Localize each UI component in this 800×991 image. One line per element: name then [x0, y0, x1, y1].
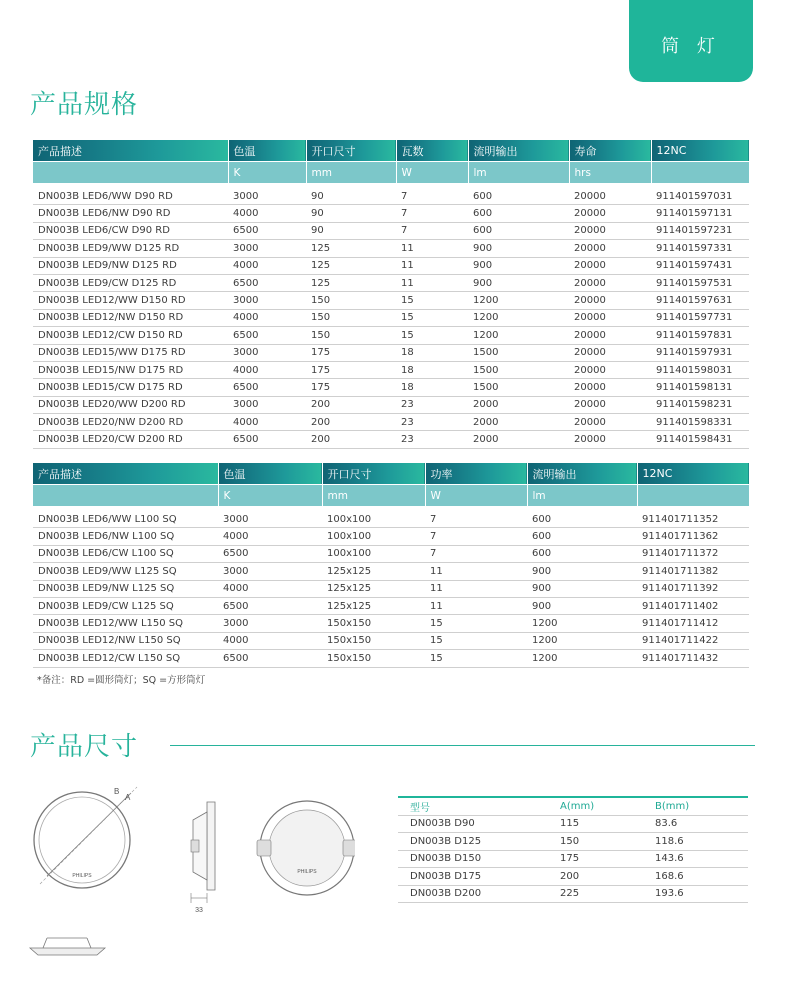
table-cell: 4000 — [228, 361, 306, 378]
spec-table-round — [33, 140, 750, 449]
table-cell: 911401711412 — [637, 615, 749, 632]
table-cell: 150x150 — [322, 615, 425, 632]
table-row — [33, 222, 749, 239]
table-cell: 150x150 — [322, 650, 425, 667]
dims-header-row — [398, 797, 748, 815]
table-cell: 143.6 — [643, 850, 748, 868]
table-cell: 20000 — [569, 431, 651, 448]
table-cell: 900 — [468, 274, 569, 291]
table-cell: 911401711422 — [637, 632, 749, 649]
table-row — [33, 274, 749, 291]
table-cell: 11 — [396, 257, 468, 274]
table-row — [398, 850, 748, 868]
column-unit: W — [396, 162, 468, 184]
table-cell: DN003B LED6/NW L100 SQ — [33, 528, 218, 545]
column-header: 瓦数 — [396, 140, 468, 162]
table-row — [33, 327, 749, 344]
column-unit — [33, 485, 218, 507]
table-cell: 7 — [396, 222, 468, 239]
table-cell: 3000 — [218, 615, 322, 632]
table-cell: 911401598431 — [651, 431, 749, 448]
table-cell: 4000 — [218, 528, 322, 545]
table-cell: 6500 — [218, 597, 322, 614]
footnote: *备注：RD =圆形筒灯；SQ =方形筒灯 — [37, 675, 206, 686]
table-row — [33, 632, 749, 649]
table-row — [33, 545, 749, 562]
column-header: 12NC — [651, 140, 749, 162]
table-cell: 90 — [306, 205, 396, 222]
table-cell: 175 — [548, 850, 643, 868]
column-unit: W — [425, 485, 527, 507]
table-cell: 193.6 — [643, 885, 748, 903]
table-cell: 911401597831 — [651, 327, 749, 344]
table-cell: 6500 — [228, 274, 306, 291]
table-cell: 11 — [425, 597, 527, 614]
table-cell: DN003B LED20/NW D200 RD — [33, 414, 228, 431]
table-cell: 150 — [306, 327, 396, 344]
table-row — [33, 563, 749, 580]
column-unit: mm — [306, 162, 396, 184]
table-cell: 600 — [468, 188, 569, 205]
side-view-drawing — [191, 802, 215, 914]
front-view-drawing — [34, 787, 137, 888]
column-unit: K — [228, 162, 306, 184]
table-cell: 175 — [306, 344, 396, 361]
table-cell: 225 — [548, 885, 643, 903]
table-row — [33, 511, 749, 528]
table-cell: 911401598031 — [651, 361, 749, 378]
table-row — [33, 309, 749, 326]
table-cell: 20000 — [569, 292, 651, 309]
table-cell: 1200 — [468, 292, 569, 309]
table-cell: 4000 — [228, 309, 306, 326]
table-cell: 118.6 — [643, 833, 748, 851]
table-cell: DN003B LED12/WW D150 RD — [33, 292, 228, 309]
table-cell: 900 — [468, 257, 569, 274]
dim-label-a: A — [125, 793, 131, 802]
table-cell: 6500 — [228, 431, 306, 448]
table-cell: 15 — [425, 615, 527, 632]
table-row — [33, 431, 749, 448]
table-row — [33, 379, 749, 396]
column-header: 开口尺寸 — [306, 140, 396, 162]
table-cell: 600 — [527, 545, 637, 562]
table-cell: 6500 — [228, 222, 306, 239]
table-cell: DN003B LED12/CW D150 RD — [33, 327, 228, 344]
depth-label: 33 — [195, 907, 203, 914]
table-cell: 3000 — [218, 511, 322, 528]
table-cell: 3000 — [228, 344, 306, 361]
table-unit-row — [33, 162, 749, 184]
table-cell: DN003B LED9/CW D125 RD — [33, 274, 228, 291]
table-cell: 911401597031 — [651, 188, 749, 205]
table-cell: 100x100 — [322, 511, 425, 528]
table-cell: DN003B LED15/NW D175 RD — [33, 361, 228, 378]
table-cell: 3000 — [228, 396, 306, 413]
table-cell: 911401597631 — [651, 292, 749, 309]
table-cell: 15 — [425, 632, 527, 649]
table-header-row — [33, 140, 749, 162]
table-cell: 911401597731 — [651, 309, 749, 326]
table-row — [33, 650, 749, 667]
table-cell: 11 — [396, 240, 468, 257]
column-header: 12NC — [637, 463, 749, 485]
table-cell: 911401598331 — [651, 414, 749, 431]
table-cell: 20000 — [569, 240, 651, 257]
table-cell: DN003B LED9/CW L125 SQ — [33, 597, 218, 614]
section-divider — [170, 745, 755, 746]
table-cell: 911401597131 — [651, 205, 749, 222]
table-cell: 23 — [396, 431, 468, 448]
table-cell: 3000 — [228, 292, 306, 309]
table-row — [33, 615, 749, 632]
column-unit — [651, 162, 749, 184]
table-cell: 150x150 — [322, 632, 425, 649]
table-cell: 911401711382 — [637, 563, 749, 580]
table-cell: 1200 — [527, 650, 637, 667]
table-cell: 150 — [306, 292, 396, 309]
table-row — [33, 580, 749, 597]
table-cell: 23 — [396, 414, 468, 431]
table-cell: 1500 — [468, 344, 569, 361]
table-cell: 125x125 — [322, 563, 425, 580]
table-cell: 20000 — [569, 222, 651, 239]
table-cell: 7 — [425, 511, 527, 528]
table-cell: 900 — [527, 563, 637, 580]
table-cell: 90 — [306, 188, 396, 205]
column-header: 流明输出 — [468, 140, 569, 162]
column-unit — [637, 485, 749, 507]
table-cell: DN003B LED20/CW D200 RD — [33, 431, 228, 448]
front-brand-logo: PHILIPS — [72, 873, 92, 879]
table-cell: 911401711362 — [637, 528, 749, 545]
table-cell: 1200 — [468, 327, 569, 344]
table-cell: 4000 — [228, 257, 306, 274]
table-cell: 911401711432 — [637, 650, 749, 667]
column-unit: lm — [468, 162, 569, 184]
table-row — [33, 188, 749, 205]
table-cell: 11 — [425, 563, 527, 580]
table-cell: 600 — [468, 222, 569, 239]
table-cell: 20000 — [569, 327, 651, 344]
column-unit: hrs — [569, 162, 651, 184]
table-cell: 1200 — [527, 615, 637, 632]
table-cell: DN003B LED6/CW L100 SQ — [33, 545, 218, 562]
table-cell: 18 — [396, 361, 468, 378]
table-cell: DN003B D90 — [398, 815, 548, 833]
column-header: 功率 — [425, 463, 527, 485]
table-cell: 6500 — [228, 327, 306, 344]
column-unit: mm — [322, 485, 425, 507]
table-cell: 6500 — [218, 650, 322, 667]
table-cell: 3000 — [218, 563, 322, 580]
table-cell: DN003B LED15/CW D175 RD — [33, 379, 228, 396]
table-cell: 115 — [548, 815, 643, 833]
table-cell: DN003B LED9/NW D125 RD — [33, 257, 228, 274]
table-cell: 18 — [396, 344, 468, 361]
table-cell: DN003B D150 — [398, 850, 548, 868]
table-cell: 4000 — [218, 580, 322, 597]
table-row — [398, 815, 748, 833]
table-cell: 125x125 — [322, 597, 425, 614]
table-cell: 4000 — [228, 414, 306, 431]
column-header: 开口尺寸 — [322, 463, 425, 485]
table-cell: 23 — [396, 396, 468, 413]
table-header-row — [33, 463, 749, 485]
table-row — [398, 868, 748, 886]
table-row — [33, 361, 749, 378]
table-cell: 911401597331 — [651, 240, 749, 257]
table-cell: 125 — [306, 240, 396, 257]
product-drawings — [25, 780, 355, 990]
column-header: A(mm) — [548, 797, 643, 815]
table-cell: DN003B LED12/WW L150 SQ — [33, 615, 218, 632]
column-unit: lm — [527, 485, 637, 507]
column-header: 型号 — [398, 797, 548, 815]
table-cell: 150 — [306, 309, 396, 326]
table-cell: 1500 — [468, 361, 569, 378]
table-row — [398, 885, 748, 903]
table-cell: 175 — [306, 361, 396, 378]
column-header: 流明输出 — [527, 463, 637, 485]
section-title-specs: 产品规格 — [30, 90, 139, 120]
table-cell: DN003B D175 — [398, 868, 548, 886]
table-cell: 20000 — [569, 274, 651, 291]
table-cell: 600 — [527, 511, 637, 528]
table-row — [398, 833, 748, 851]
table-cell: 150 — [548, 833, 643, 851]
table-cell: 200 — [306, 414, 396, 431]
table-cell: 1200 — [468, 309, 569, 326]
column-unit — [33, 162, 228, 184]
table-cell: 125x125 — [322, 580, 425, 597]
table-cell: DN003B D125 — [398, 833, 548, 851]
table-cell: 20000 — [569, 205, 651, 222]
table-cell: 2000 — [468, 431, 569, 448]
column-unit: K — [218, 485, 322, 507]
column-header: B(mm) — [643, 797, 748, 815]
table-cell: 20000 — [569, 396, 651, 413]
table-cell: 100x100 — [322, 528, 425, 545]
table-cell: 168.6 — [643, 868, 748, 886]
column-header: 寿命 — [569, 140, 651, 162]
table-cell: 20000 — [569, 188, 651, 205]
spec-table-square — [33, 463, 750, 668]
table-cell: 15 — [396, 292, 468, 309]
table-cell: 600 — [527, 528, 637, 545]
table-cell: 125 — [306, 274, 396, 291]
table-cell: 2000 — [468, 414, 569, 431]
table-cell: 4000 — [228, 205, 306, 222]
table-cell: DN003B LED12/CW L150 SQ — [33, 650, 218, 667]
table-cell: 911401597931 — [651, 344, 749, 361]
table-cell: DN003B LED6/WW D90 RD — [33, 188, 228, 205]
column-header: 产品描述 — [33, 140, 228, 162]
table-cell: 7 — [425, 528, 527, 545]
table-cell: 90 — [306, 222, 396, 239]
table-cell: 911401597231 — [651, 222, 749, 239]
table-cell: DN003B LED6/CW D90 RD — [33, 222, 228, 239]
back-brand-logo: PHILIPS — [297, 869, 317, 875]
table-cell: 911401711392 — [637, 580, 749, 597]
table-cell: 11 — [425, 580, 527, 597]
table-cell: 11 — [396, 274, 468, 291]
table-cell: 900 — [527, 597, 637, 614]
category-tab — [629, 0, 753, 82]
category-tab-label: 筒 灯 — [661, 36, 721, 57]
dimensions-table — [398, 796, 748, 903]
table-cell: 15 — [425, 650, 527, 667]
table-cell: 200 — [548, 868, 643, 886]
table-cell: 911401711352 — [637, 511, 749, 528]
table-cell: 911401711402 — [637, 597, 749, 614]
table-cell: 4000 — [218, 632, 322, 649]
table-cell: 2000 — [468, 396, 569, 413]
back-view-drawing — [257, 801, 355, 895]
table-row — [33, 414, 749, 431]
table-cell: DN003B LED20/WW D200 RD — [33, 396, 228, 413]
table-row — [33, 205, 749, 222]
table-cell: 911401598131 — [651, 379, 749, 396]
table-cell: 83.6 — [643, 815, 748, 833]
table-cell: 6500 — [228, 379, 306, 396]
table-cell: DN003B LED6/NW D90 RD — [33, 205, 228, 222]
table-cell: DN003B LED15/WW D175 RD — [33, 344, 228, 361]
table-cell: DN003B LED6/WW L100 SQ — [33, 511, 218, 528]
table-cell: 18 — [396, 379, 468, 396]
table-cell: 600 — [468, 205, 569, 222]
table-row — [33, 597, 749, 614]
table-cell: 20000 — [569, 414, 651, 431]
table-cell: 7 — [396, 188, 468, 205]
table-cell: DN003B LED12/NW D150 RD — [33, 309, 228, 326]
table-cell: DN003B D200 — [398, 885, 548, 903]
table-cell: 200 — [306, 396, 396, 413]
perspective-view-drawing — [30, 938, 105, 955]
table-cell: DN003B LED9/WW L125 SQ — [33, 563, 218, 580]
table-cell: 6500 — [218, 545, 322, 562]
table-cell: 125 — [306, 257, 396, 274]
table-cell: 200 — [306, 431, 396, 448]
table-cell: DN003B LED9/WW D125 RD — [33, 240, 228, 257]
table-cell: 911401598231 — [651, 396, 749, 413]
table-row — [33, 344, 749, 361]
column-header: 色温 — [218, 463, 322, 485]
table-cell: 911401597531 — [651, 274, 749, 291]
table-row — [33, 257, 749, 274]
dim-label-b: B — [114, 787, 120, 796]
table-cell: 7 — [396, 205, 468, 222]
table-row — [33, 292, 749, 309]
table-cell: 175 — [306, 379, 396, 396]
section-title-dimensions: 产品尺寸 — [30, 732, 139, 762]
table-cell: 20000 — [569, 309, 651, 326]
table-unit-row — [33, 485, 749, 507]
table-cell: 1500 — [468, 379, 569, 396]
table-cell: 20000 — [569, 361, 651, 378]
table-cell: 900 — [468, 240, 569, 257]
table-cell: 3000 — [228, 240, 306, 257]
table-cell: 20000 — [569, 257, 651, 274]
column-header: 产品描述 — [33, 463, 218, 485]
table-cell: 900 — [527, 580, 637, 597]
table-cell: 20000 — [569, 379, 651, 396]
table-cell: 1200 — [527, 632, 637, 649]
table-row — [33, 240, 749, 257]
table-row — [33, 528, 749, 545]
table-cell: 7 — [425, 545, 527, 562]
table-cell: 911401597431 — [651, 257, 749, 274]
table-cell: DN003B LED9/NW L125 SQ — [33, 580, 218, 597]
table-cell: 3000 — [228, 188, 306, 205]
table-cell: 911401711372 — [637, 545, 749, 562]
table-cell: DN003B LED12/NW L150 SQ — [33, 632, 218, 649]
table-cell: 100x100 — [322, 545, 425, 562]
table-cell: 15 — [396, 309, 468, 326]
table-cell: 20000 — [569, 344, 651, 361]
table-row — [33, 396, 749, 413]
table-cell: 15 — [396, 327, 468, 344]
column-header: 色温 — [228, 140, 306, 162]
